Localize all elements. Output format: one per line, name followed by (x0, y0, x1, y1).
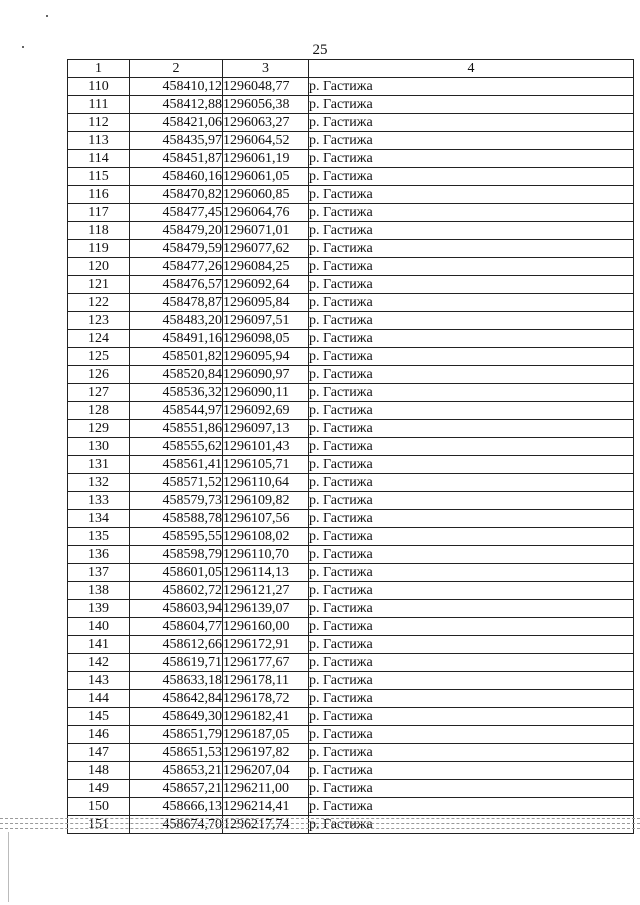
table-row (68, 726, 634, 744)
margin-rule (8, 832, 9, 902)
cell-x-coordinate: 458477,26 (130, 258, 223, 276)
cell-description: р. Гастижа (309, 258, 634, 276)
cell-description: р. Гастижа (309, 204, 634, 222)
cell-description: р. Гастижа (309, 222, 634, 240)
cell-point-number: 141 (68, 636, 130, 654)
cell-x-coordinate: 458604,77 (130, 618, 223, 636)
cell-point-number: 120 (68, 258, 130, 276)
cell-description: р. Гастижа (309, 708, 634, 726)
coordinates-table (67, 59, 634, 834)
cell-point-number: 147 (68, 744, 130, 762)
cell-y-coordinate: 1296108,02 (223, 528, 309, 546)
cell-y-coordinate: 1296160,00 (223, 618, 309, 636)
table-header-row (68, 60, 634, 78)
table-row (68, 654, 634, 672)
cell-point-number: 134 (68, 510, 130, 528)
cell-description: р. Гастижа (309, 546, 634, 564)
cell-x-coordinate: 458477,45 (130, 204, 223, 222)
cell-description: р. Гастижа (309, 780, 634, 798)
cell-description: р. Гастижа (309, 474, 634, 492)
cell-point-number: 143 (68, 672, 130, 690)
cell-x-coordinate: 458651,79 (130, 726, 223, 744)
cell-y-coordinate: 1296097,13 (223, 420, 309, 438)
cell-point-number: 114 (68, 150, 130, 168)
cell-x-coordinate: 458412,88 (130, 96, 223, 114)
cell-point-number: 142 (68, 654, 130, 672)
table-body (68, 78, 634, 834)
table-row (68, 276, 634, 294)
cell-point-number: 139 (68, 600, 130, 618)
cell-y-coordinate: 1296178,11 (223, 672, 309, 690)
cell-description: р. Гастижа (309, 96, 634, 114)
cell-x-coordinate: 458649,30 (130, 708, 223, 726)
cell-x-coordinate: 458460,16 (130, 168, 223, 186)
cell-x-coordinate: 458435,97 (130, 132, 223, 150)
cell-x-coordinate: 458653,21 (130, 762, 223, 780)
cell-description: р. Гастижа (309, 798, 634, 816)
scan-artifact-line (0, 823, 640, 824)
cell-point-number: 132 (68, 474, 130, 492)
cell-x-coordinate: 458483,20 (130, 312, 223, 330)
cell-description: р. Гастижа (309, 816, 634, 834)
cell-x-coordinate: 458421,06 (130, 114, 223, 132)
cell-point-number: 118 (68, 222, 130, 240)
cell-description: р. Гастижа (309, 294, 634, 312)
table-row (68, 348, 634, 366)
cell-x-coordinate: 458501,82 (130, 348, 223, 366)
table-row (68, 438, 634, 456)
column-header-y: 3 (223, 60, 309, 78)
cell-point-number: 126 (68, 366, 130, 384)
cell-x-coordinate: 458579,73 (130, 492, 223, 510)
cell-description: р. Гастижа (309, 240, 634, 258)
cell-y-coordinate: 1296090,97 (223, 366, 309, 384)
cell-y-coordinate: 1296064,52 (223, 132, 309, 150)
cell-point-number: 136 (68, 546, 130, 564)
cell-point-number: 123 (68, 312, 130, 330)
cell-x-coordinate: 458410,12 (130, 78, 223, 96)
cell-y-coordinate: 1296056,38 (223, 96, 309, 114)
cell-point-number: 138 (68, 582, 130, 600)
table-row (68, 798, 634, 816)
cell-x-coordinate: 458476,57 (130, 276, 223, 294)
cell-x-coordinate: 458479,20 (130, 222, 223, 240)
table-row (68, 582, 634, 600)
cell-x-coordinate: 458470,82 (130, 186, 223, 204)
table-row (68, 366, 634, 384)
cell-point-number: 128 (68, 402, 130, 420)
cell-description: р. Гастижа (309, 438, 634, 456)
cell-x-coordinate: 458555,62 (130, 438, 223, 456)
cell-y-coordinate: 1296172,91 (223, 636, 309, 654)
cell-description: р. Гастижа (309, 618, 634, 636)
cell-y-coordinate: 1296139,07 (223, 600, 309, 618)
cell-point-number: 130 (68, 438, 130, 456)
cell-description: р. Гастижа (309, 366, 634, 384)
cell-description: р. Гастижа (309, 78, 634, 96)
cell-y-coordinate: 1296063,27 (223, 114, 309, 132)
table-row (68, 294, 634, 312)
table-row (68, 258, 634, 276)
cell-y-coordinate: 1296097,51 (223, 312, 309, 330)
cell-x-coordinate: 458633,18 (130, 672, 223, 690)
cell-point-number: 146 (68, 726, 130, 744)
cell-point-number: 151 (68, 816, 130, 834)
cell-point-number: 131 (68, 456, 130, 474)
cell-point-number: 111 (68, 96, 130, 114)
cell-x-coordinate: 458642,84 (130, 690, 223, 708)
table-row (68, 96, 634, 114)
cell-point-number: 137 (68, 564, 130, 582)
cell-x-coordinate: 458657,21 (130, 780, 223, 798)
cell-point-number: 133 (68, 492, 130, 510)
cell-y-coordinate: 1296207,04 (223, 762, 309, 780)
cell-description: р. Гастижа (309, 654, 634, 672)
table-row (68, 708, 634, 726)
cell-y-coordinate: 1296095,84 (223, 294, 309, 312)
cell-point-number: 135 (68, 528, 130, 546)
table-row (68, 690, 634, 708)
cell-y-coordinate: 1296098,05 (223, 330, 309, 348)
page-number: 25 (312, 42, 328, 58)
cell-y-coordinate: 1296182,41 (223, 708, 309, 726)
cell-description: р. Гастижа (309, 276, 634, 294)
cell-point-number: 119 (68, 240, 130, 258)
table-row (68, 114, 634, 132)
table-row (68, 618, 634, 636)
cell-point-number: 140 (68, 618, 130, 636)
table-row (68, 384, 634, 402)
cell-description: р. Гастижа (309, 348, 634, 366)
cell-point-number: 145 (68, 708, 130, 726)
cell-point-number: 127 (68, 384, 130, 402)
cell-x-coordinate: 458520,84 (130, 366, 223, 384)
cell-x-coordinate: 458551,86 (130, 420, 223, 438)
table-row (68, 762, 634, 780)
cell-x-coordinate: 458451,87 (130, 150, 223, 168)
cell-y-coordinate: 1296095,94 (223, 348, 309, 366)
table-row (68, 510, 634, 528)
cell-description: р. Гастижа (309, 636, 634, 654)
cell-y-coordinate: 1296105,71 (223, 456, 309, 474)
cell-y-coordinate: 1296092,69 (223, 402, 309, 420)
cell-point-number: 150 (68, 798, 130, 816)
cell-description: р. Гастижа (309, 510, 634, 528)
cell-y-coordinate: 1296197,82 (223, 744, 309, 762)
cell-x-coordinate: 458478,87 (130, 294, 223, 312)
cell-x-coordinate: 458595,55 (130, 528, 223, 546)
cell-x-coordinate: 458619,71 (130, 654, 223, 672)
cell-description: р. Гастижа (309, 402, 634, 420)
cell-y-coordinate: 1296090,11 (223, 384, 309, 402)
cell-y-coordinate: 1296107,56 (223, 510, 309, 528)
cell-x-coordinate: 458571,52 (130, 474, 223, 492)
cell-y-coordinate: 1296092,64 (223, 276, 309, 294)
column-header-description: 4 (309, 60, 634, 78)
cell-description: р. Гастижа (309, 762, 634, 780)
cell-point-number: 122 (68, 294, 130, 312)
cell-y-coordinate: 1296187,05 (223, 726, 309, 744)
table-row (68, 474, 634, 492)
cell-point-number: 112 (68, 114, 130, 132)
cell-description: р. Гастижа (309, 690, 634, 708)
cell-description: р. Гастижа (309, 114, 634, 132)
table-row (68, 420, 634, 438)
table-row (68, 168, 634, 186)
cell-description: р. Гастижа (309, 726, 634, 744)
cell-x-coordinate: 458601,05 (130, 564, 223, 582)
cell-x-coordinate: 458491,16 (130, 330, 223, 348)
cell-y-coordinate: 1296121,27 (223, 582, 309, 600)
cell-y-coordinate: 1296084,25 (223, 258, 309, 276)
cell-point-number: 115 (68, 168, 130, 186)
cell-y-coordinate: 1296211,00 (223, 780, 309, 798)
column-header-x: 2 (130, 60, 223, 78)
table-row (68, 132, 634, 150)
table-row (68, 780, 634, 798)
scan-artifact-line (0, 818, 640, 819)
cell-description: р. Гастижа (309, 330, 634, 348)
cell-y-coordinate: 1296077,62 (223, 240, 309, 258)
cell-y-coordinate: 1296071,01 (223, 222, 309, 240)
cell-y-coordinate: 1296214,41 (223, 798, 309, 816)
cell-description: р. Гастижа (309, 168, 634, 186)
cell-point-number: 125 (68, 348, 130, 366)
cell-y-coordinate: 1296061,19 (223, 150, 309, 168)
table-row (68, 744, 634, 762)
cell-description: р. Гастижа (309, 600, 634, 618)
scan-speck (46, 15, 48, 17)
cell-x-coordinate: 458602,72 (130, 582, 223, 600)
table-row (68, 222, 634, 240)
cell-point-number: 149 (68, 780, 130, 798)
table-row (68, 330, 634, 348)
table-row (68, 456, 634, 474)
column-header-point-number: 1 (68, 60, 130, 78)
cell-x-coordinate: 458588,78 (130, 510, 223, 528)
table-row (68, 240, 634, 258)
table-row (68, 528, 634, 546)
cell-y-coordinate: 1296177,67 (223, 654, 309, 672)
cell-point-number: 124 (68, 330, 130, 348)
table-row (68, 402, 634, 420)
cell-x-coordinate: 458603,94 (130, 600, 223, 618)
cell-description: р. Гастижа (309, 420, 634, 438)
cell-point-number: 113 (68, 132, 130, 150)
cell-x-coordinate: 458544,97 (130, 402, 223, 420)
cell-description: р. Гастижа (309, 150, 634, 168)
cell-description: р. Гастижа (309, 456, 634, 474)
table-row (68, 492, 634, 510)
cell-description: р. Гастижа (309, 186, 634, 204)
cell-y-coordinate: 1296178,72 (223, 690, 309, 708)
cell-description: р. Гастижа (309, 744, 634, 762)
table-row (68, 150, 634, 168)
table-row (68, 672, 634, 690)
cell-y-coordinate: 1296114,13 (223, 564, 309, 582)
table-row (68, 186, 634, 204)
table-row (68, 600, 634, 618)
cell-description: р. Гастижа (309, 312, 634, 330)
cell-y-coordinate: 1296110,70 (223, 546, 309, 564)
cell-x-coordinate: 458612,66 (130, 636, 223, 654)
cell-point-number: 116 (68, 186, 130, 204)
cell-point-number: 148 (68, 762, 130, 780)
cell-point-number: 129 (68, 420, 130, 438)
cell-description: р. Гастижа (309, 564, 634, 582)
cell-y-coordinate: 1296064,76 (223, 204, 309, 222)
cell-point-number: 121 (68, 276, 130, 294)
cell-x-coordinate: 458536,32 (130, 384, 223, 402)
table-row (68, 546, 634, 564)
table-row (68, 78, 634, 96)
cell-description: р. Гастижа (309, 132, 634, 150)
cell-description: р. Гастижа (309, 528, 634, 546)
cell-y-coordinate: 1296217,74 (223, 816, 309, 834)
cell-point-number: 144 (68, 690, 130, 708)
cell-x-coordinate: 458561,41 (130, 456, 223, 474)
table-row (68, 204, 634, 222)
cell-description: р. Гастижа (309, 384, 634, 402)
cell-description: р. Гастижа (309, 582, 634, 600)
cell-description: р. Гастижа (309, 672, 634, 690)
cell-point-number: 110 (68, 78, 130, 96)
cell-x-coordinate: 458598,79 (130, 546, 223, 564)
cell-x-coordinate: 458479,59 (130, 240, 223, 258)
cell-y-coordinate: 1296110,64 (223, 474, 309, 492)
scan-artifact-line (0, 828, 640, 829)
cell-x-coordinate: 458651,53 (130, 744, 223, 762)
cell-point-number: 117 (68, 204, 130, 222)
cell-x-coordinate: 458674,70 (130, 816, 223, 834)
cell-y-coordinate: 1296061,05 (223, 168, 309, 186)
cell-y-coordinate: 1296101,43 (223, 438, 309, 456)
cell-y-coordinate: 1296060,85 (223, 186, 309, 204)
table-row (68, 312, 634, 330)
cell-y-coordinate: 1296048,77 (223, 78, 309, 96)
table-row (68, 564, 634, 582)
cell-y-coordinate: 1296109,82 (223, 492, 309, 510)
cell-description: р. Гастижа (309, 492, 634, 510)
table-row (68, 636, 634, 654)
cell-x-coordinate: 458666,13 (130, 798, 223, 816)
